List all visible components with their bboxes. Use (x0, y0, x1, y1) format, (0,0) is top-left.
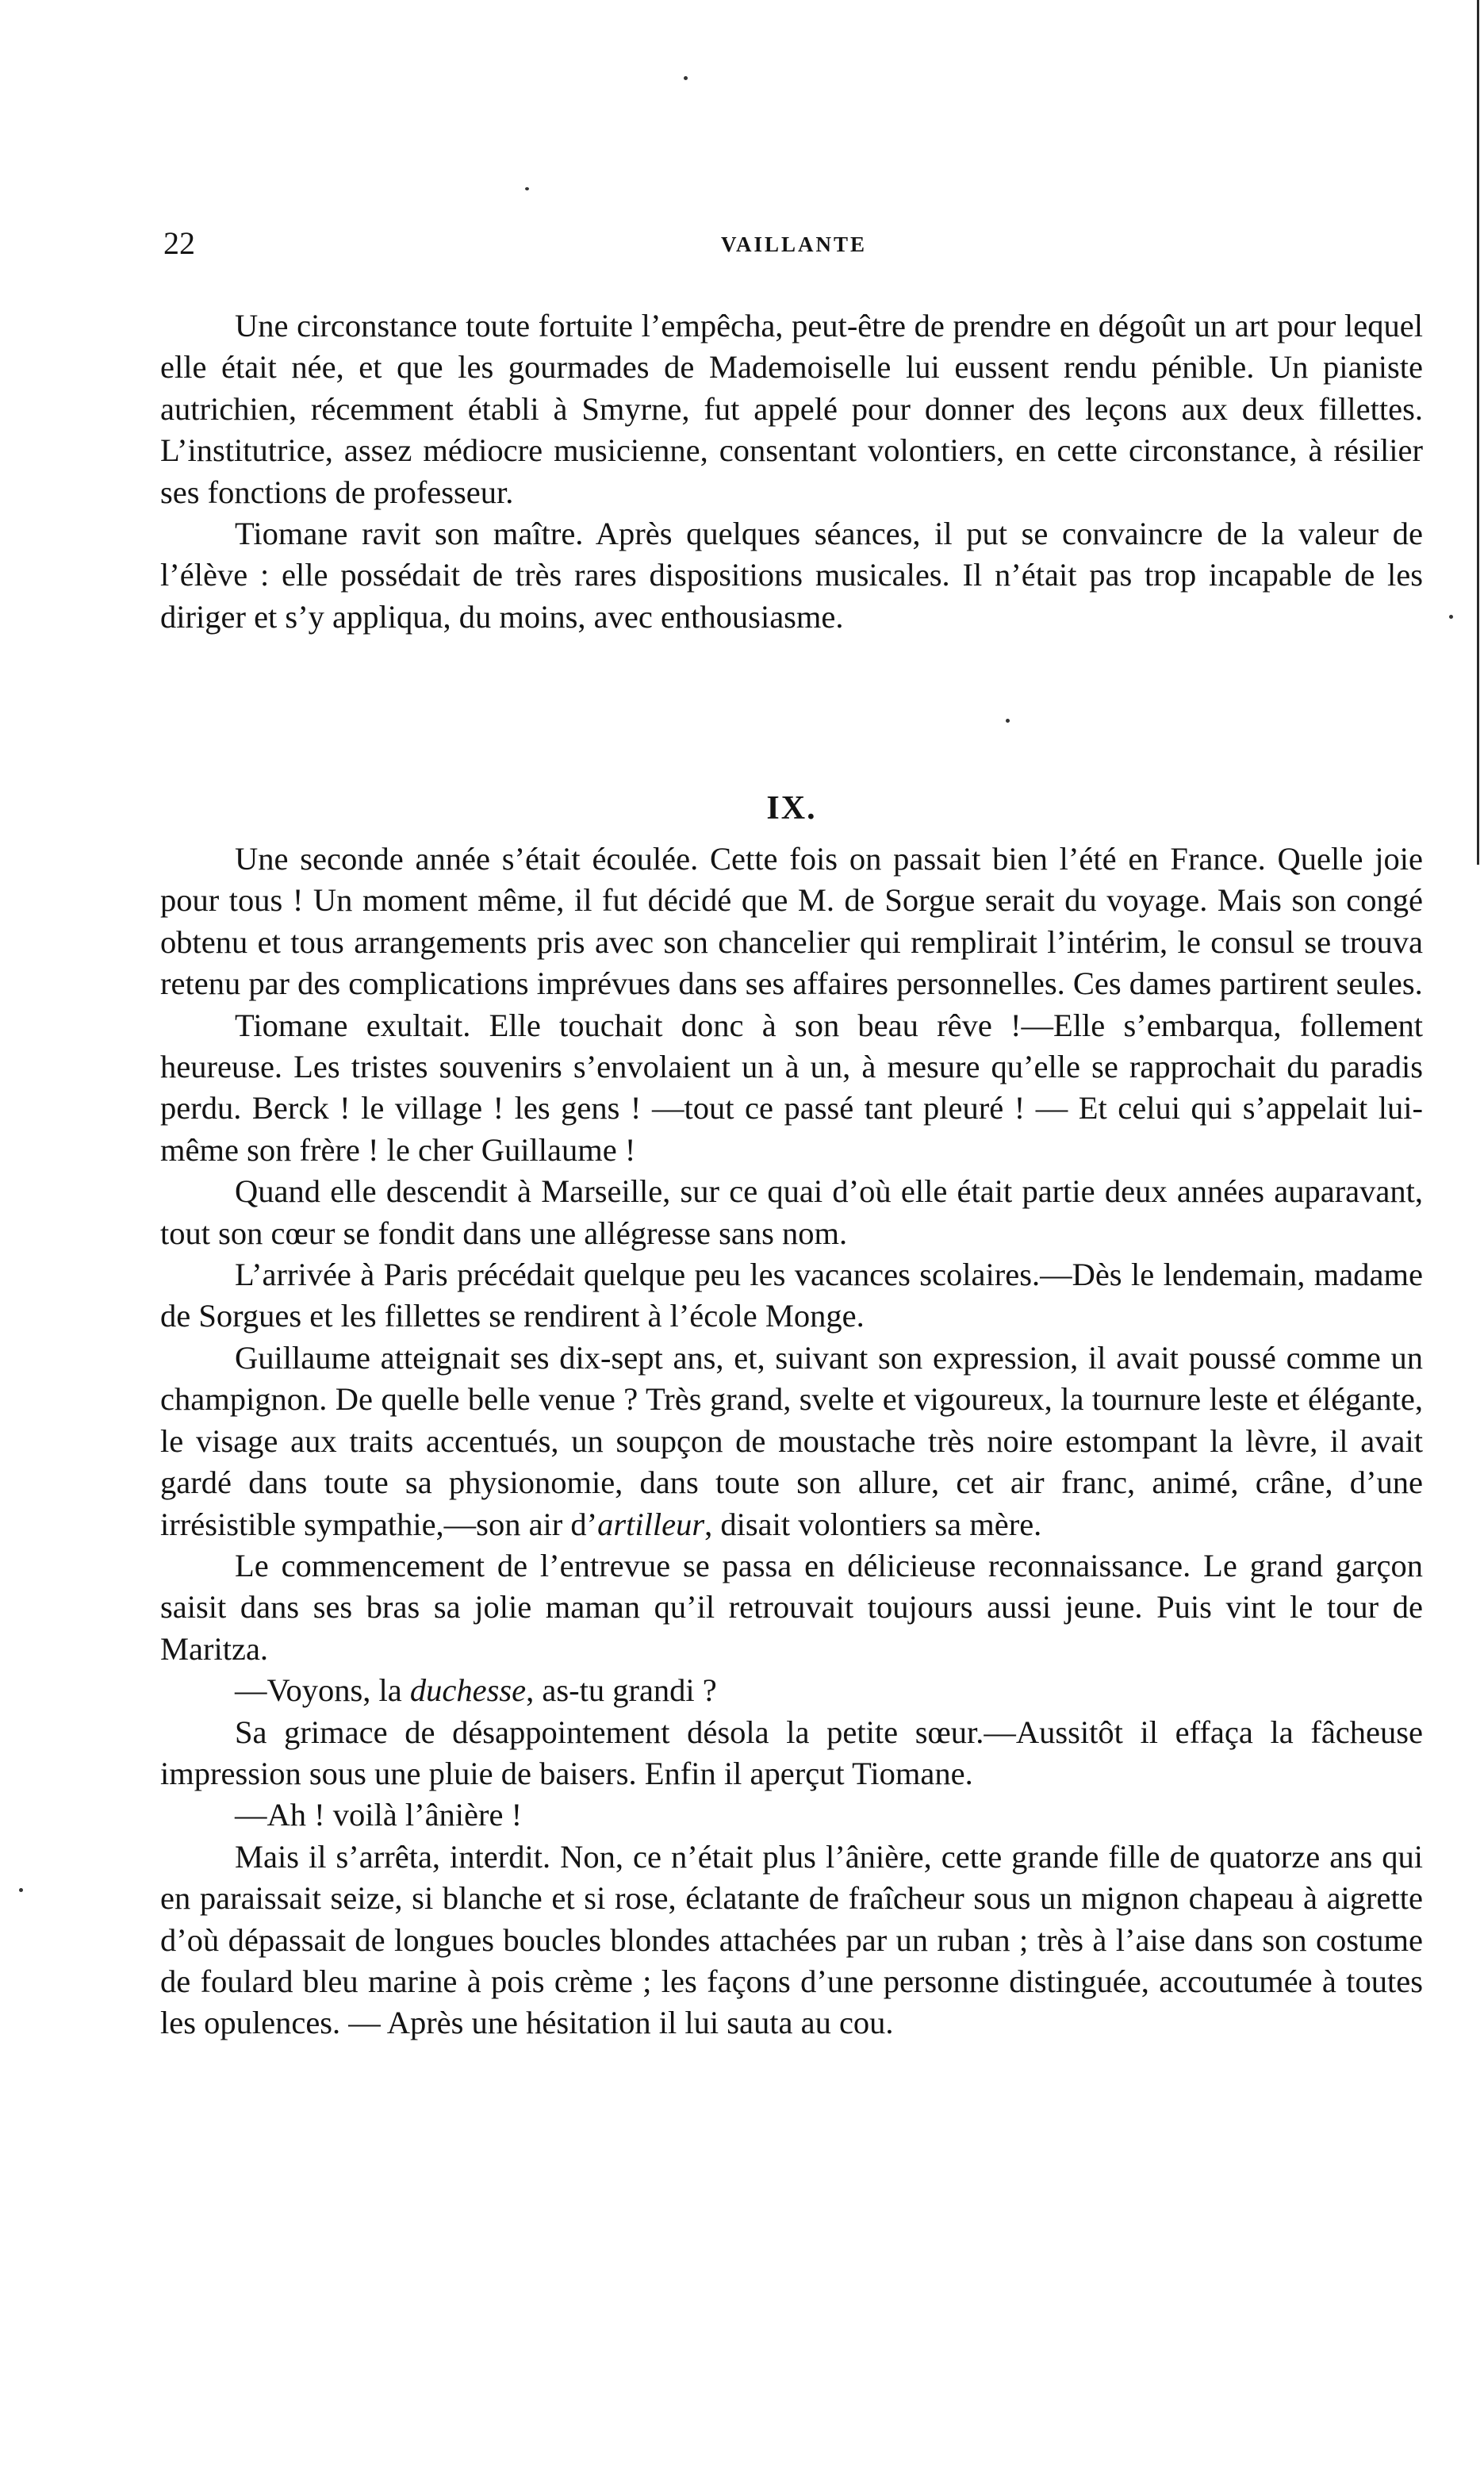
scan-speck (1449, 615, 1453, 619)
section-heading: IX. (766, 789, 817, 827)
paragraph (160, 1338, 1423, 1545)
running-title: VAILLANTE (720, 232, 868, 256)
scan-speck (684, 76, 688, 80)
text-block-section-ix (160, 839, 1423, 2044)
paragraph-text: Guillaume atteignait ses dix-sept ans, et, suivant son expression, il avait poussé comme un champignon. De quelle belle venue ? Très grand, svelte et vigoureux, la tournure leste et élégante, le visage aux traits accentués, un soupçon de moustache très noire estompant la lèvre, il avait gardé dans toute sa physionomie, dans toute son allure, cet air franc, animé, crâne, d’une irrésistible sympathie,—son air d’ (160, 1339, 1423, 1542)
paragraph: Le commencement de l’entrevue se passa en délicieuse reconnaissance. Le grand garçon saisit dans ses bras sa jolie maman qu’il retrouvait toujours aussi jeune. Puis vint le tour de Maritza. (160, 1547, 1423, 1667)
text-block-before-section (160, 305, 1423, 638)
paragraph: Quand elle descendit à Marseille, sur ce quai d’où elle était partie deux années auparavant, tout son cœur se fondit dans une allégresse sans nom. (160, 1173, 1423, 1251)
italic-word: artilleur (597, 1506, 705, 1542)
page-number: 22 (163, 225, 195, 261)
paragraph-text: —Voyons, la (235, 1672, 410, 1709)
paragraph-text: , as-tu grandi ? (526, 1672, 717, 1709)
scan-speck (1006, 719, 1010, 723)
italic-word: duchesse (409, 1672, 527, 1709)
paragraph: L’arrivée à Paris précédait quelque peu les vacances scolaires.—Dès le lendemain, madame de Sorgues et les fillettes se rendirent à l’école Monge. (160, 1257, 1423, 1334)
paragraph-text: , disait volontiers sa mère. (704, 1506, 1042, 1542)
page-header (163, 224, 1425, 263)
paragraph: Tiomane exultait. Elle touchait donc à son beau rêve !—Elle s’embarqua, follement heureuse. Les tristes souvenirs s’envolaient un à un, à mesure qu’elle se rapprochait du paradis perdu. Berck ! le village ! les gens ! —tout ce passé tant pleuré ! — Et celui qui s’appelait lui-même son frère ! le cher Guillaume ! (160, 1007, 1423, 1168)
scan-speck (19, 1888, 23, 1892)
paragraph: Une seconde année s’était écoulée. Cette fois on passait bien l’été en France. Quelle joie pour tous ! Un moment même, il fut décidé que M. de Sorgue serait du voyage. Mais son congé obtenu et tous arrangements pris avec son chancelier qui remplirait l’intérim, le consul se trouva retenu par des complications imprévues dans ses affaires personnelles. Ces dames partirent seules. (160, 841, 1423, 1002)
paragraph: Une circonstance toute fortuite l’empêcha, peut-être de prendre en dégoût un art pour lequel elle était née, et que les gourmades de Mademoiselle lui eussent rendu pénible. Un pianiste autrichien, récemment établi à Smyrne, fut appelé pour donner des leçons aux deux fillettes. L’institutrice, assez médiocre musicienne, consentant volontiers, en cette circonstance, à résilier ses fonctions de professeur. (160, 308, 1423, 510)
paragraph: Mais il s’arrêta, interdit. Non, ce n’était plus l’ânière, cette grande fille de quatorze ans qui en paraissait seize, si blanche et si rose, éclatante de fraîcheur sous un mignon chapeau à aigrette d’où dépassait de longues boucles blondes attachées par un ruban ; très à l’aise dans son costume de foulard bleu marine à pois crème ; les façons d’une personne distinguée, accoutumée à toutes les opulences. — Après une hésitation il lui sauta au cou. (160, 1838, 1423, 2041)
paragraph (160, 1670, 1423, 1711)
scan-speck (525, 187, 529, 190)
paragraph: —Ah ! voilà l’ânière ! (235, 1797, 523, 1833)
paragraph: Tiomane ravit son maître. Après quelques séances, il put se convaincre de la valeur de l’élève : elle possédait de très rares dispositions musicales. Il n’était pas trop incapable de les diriger et s’y appliqua, du moins, avec enthousiasme. (160, 516, 1423, 635)
scan-margin-rule (1477, 0, 1479, 865)
paragraph: Sa grimace de désappointement désola la petite sœur.—Aussitôt il effaça la fâcheuse impression sous une pluie de baisers. Enfin il aperçut Tiomane. (160, 1714, 1423, 1791)
